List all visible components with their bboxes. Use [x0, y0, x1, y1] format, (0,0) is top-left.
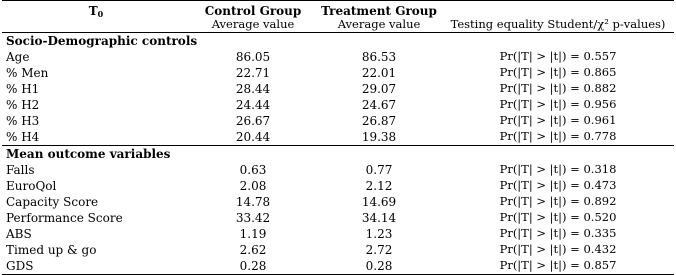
treatment-average-subheader: Average value [337, 17, 421, 32]
p-value: 0.432 [583, 242, 617, 257]
period-subheader-empty [2, 18, 190, 33]
control-value: 1.19 [239, 227, 267, 241]
variable-label: Timed up & go [6, 243, 97, 257]
control-value: 28.44 [235, 82, 271, 96]
header-row-main [2, 1, 674, 19]
p-value-cell [442, 194, 674, 210]
variable-label: Performance Score [6, 211, 123, 225]
p-value-cell [442, 210, 674, 226]
p-value-prefix: Pr(|T| > |t|) = [499, 210, 584, 225]
control-value: 0.63 [239, 163, 267, 177]
p-value: 0.318 [583, 162, 617, 177]
variable-label: % H1 [6, 82, 40, 96]
treatment-value: 19.38 [361, 130, 397, 144]
p-value-prefix: Pr(|T| > |t|) = [499, 258, 584, 273]
p-value-cell [442, 242, 674, 258]
header-row-sub [2, 18, 674, 33]
section-header-row [2, 33, 674, 50]
treatment-group-header: Treatment Group [321, 4, 437, 18]
p-value-cell [442, 97, 674, 113]
p-value: 0.892 [583, 194, 617, 209]
variable-label: % Men [6, 66, 49, 80]
p-value-prefix: Pr(|T| > |t|) = [499, 97, 584, 112]
variable-label: Age [6, 50, 30, 64]
p-value-prefix: Pr(|T| > |t|) = [499, 226, 584, 241]
period-header: $T_0$ [88, 4, 104, 19]
table-row [2, 226, 674, 242]
table-row [2, 162, 674, 178]
table-row [2, 210, 674, 226]
table-row [2, 113, 674, 129]
control-value: 0.28 [239, 259, 267, 273]
control-value: 2.08 [239, 179, 267, 193]
p-value-prefix: Pr(|T| > |t|) = [499, 178, 584, 193]
treatment-value: 24.67 [361, 98, 397, 112]
section-title: Socio-Demographic controls [6, 34, 198, 48]
control-value: 24.44 [235, 98, 271, 112]
treatment-value: 1.23 [365, 227, 393, 241]
variable-label: % H3 [6, 114, 40, 128]
p-value-cell [442, 178, 674, 194]
results-table-container [2, 0, 674, 275]
p-value-cell [442, 65, 674, 81]
p-value-cell [442, 258, 674, 275]
table-row [2, 178, 674, 194]
p-value-cell [442, 162, 674, 178]
table-row [2, 81, 674, 97]
p-value: 0.473 [583, 178, 617, 193]
treatment-value: 0.77 [365, 163, 393, 177]
control-value: 33.42 [235, 211, 271, 225]
p-value-prefix: Pr(|T| > |t|) = [499, 81, 584, 96]
table-row [2, 65, 674, 81]
table-row [2, 194, 674, 210]
control-value: 20.44 [235, 130, 271, 144]
variable-label: Capacity Score [6, 195, 99, 209]
treatment-value: 0.28 [365, 259, 393, 273]
treatment-value: 26.87 [361, 114, 397, 128]
p-value: 0.865 [583, 65, 617, 80]
variable-label: % H4 [6, 130, 40, 144]
test-subheader: Testing equality Student/χ² p-values) [450, 17, 666, 32]
p-value-cell [442, 113, 674, 129]
treatment-value: 14.69 [361, 195, 397, 209]
p-value-cell [442, 226, 674, 242]
p-value-cell [442, 49, 674, 65]
p-value: 0.857 [583, 258, 617, 273]
p-value: 0.956 [583, 97, 617, 112]
test-header-empty [442, 1, 674, 19]
p-value: 0.778 [583, 129, 617, 144]
variable-label: GDS [6, 259, 34, 273]
control-group-header: Control Group [204, 4, 302, 18]
p-value-cell [442, 129, 674, 146]
p-value-prefix: Pr(|T| > |t|) = [499, 65, 584, 80]
p-value-prefix: Pr(|T| > |t|) = [499, 129, 584, 144]
section-header-row [2, 146, 674, 163]
p-value-prefix: Pr(|T| > |t|) = [499, 113, 584, 128]
control-value: 22.71 [235, 66, 271, 80]
p-value-cell [442, 81, 674, 97]
table-row [2, 49, 674, 65]
p-value: 0.335 [583, 226, 617, 241]
treatment-value: 34.14 [361, 211, 397, 225]
p-value-prefix: Pr(|T| > |t|) = [499, 49, 584, 64]
treatment-value: 86.53 [361, 50, 397, 64]
control-average-subheader: Average value [211, 17, 295, 32]
treatment-value: 29.07 [361, 82, 397, 96]
p-value: 0.961 [583, 113, 617, 128]
treatment-value: 22.01 [361, 66, 397, 80]
control-value: 86.05 [235, 50, 271, 64]
control-value: 26.67 [235, 114, 271, 128]
balance-table [2, 0, 674, 275]
p-value-prefix: Pr(|T| > |t|) = [499, 242, 584, 257]
p-value: 0.882 [583, 81, 617, 96]
variable-label: % H2 [6, 98, 40, 112]
table-row [2, 129, 674, 146]
variable-label: ABS [6, 227, 32, 241]
control-value: 14.78 [235, 195, 271, 209]
section-title: Mean outcome variables [6, 147, 171, 161]
p-value: 0.557 [583, 49, 617, 64]
control-value: 2.62 [239, 243, 267, 257]
p-value-prefix: Pr(|T| > |t|) = [499, 162, 584, 177]
table-row [2, 97, 674, 113]
p-value: 0.520 [583, 210, 617, 225]
treatment-value: 2.12 [365, 179, 393, 193]
variable-label: EuroQol [6, 179, 57, 193]
table-row [2, 242, 674, 258]
p-value-prefix: Pr(|T| > |t|) = [499, 194, 584, 209]
treatment-value: 2.72 [365, 243, 393, 257]
variable-label: Falls [6, 163, 35, 177]
table-row [2, 258, 674, 275]
